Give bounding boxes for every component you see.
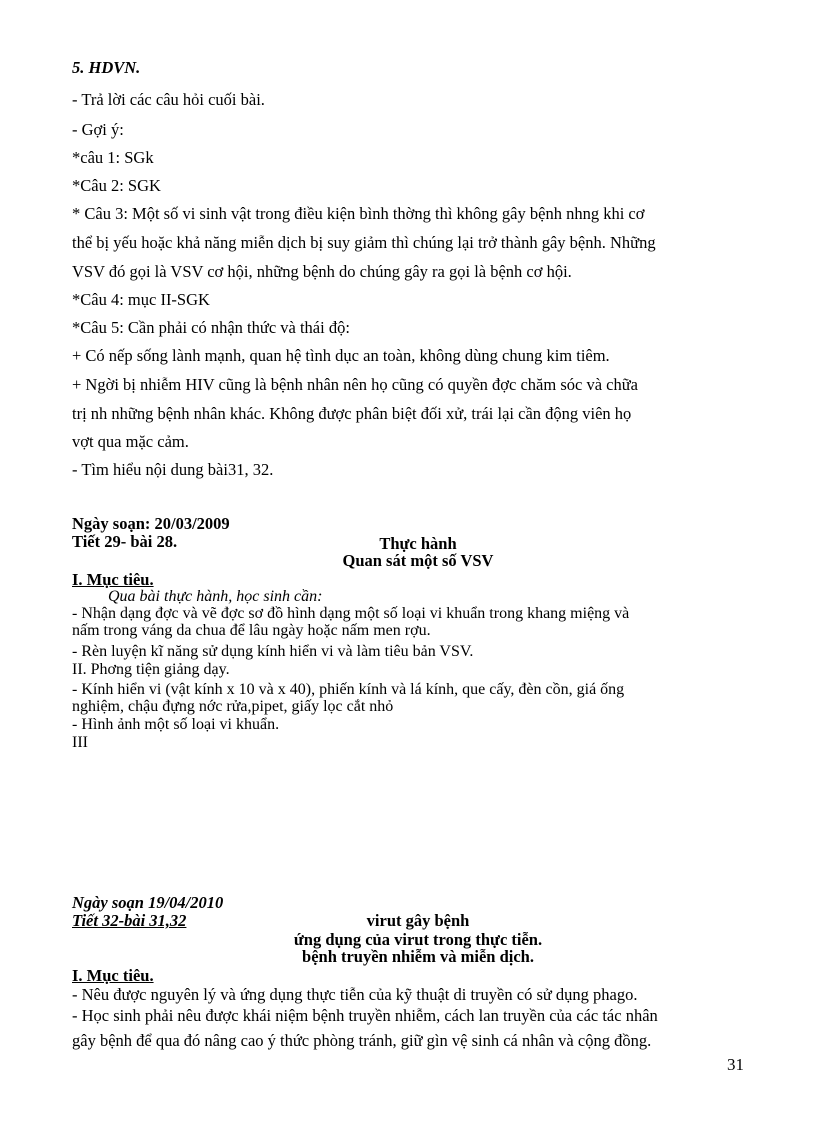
- lesson-subtitle: bệnh truyền nhiễm và miễn dịch.: [302, 947, 534, 966]
- text-line: II. Phơng tiện giảng dạy.: [72, 661, 230, 678]
- text-line: vợt qua mặc cảm.: [72, 432, 189, 451]
- lesson-title: virut gây bệnh: [366, 911, 470, 930]
- section-heading-hdvn: 5. HDVN.: [72, 58, 141, 77]
- lesson-number: Tiết 29- bài 28.: [72, 532, 178, 551]
- text-line: nấm trong váng da chua để lâu ngày hoặc nấm men rợu.: [72, 622, 431, 639]
- text-line: - Rèn luyện kĩ năng sử dụng kính hiển vi và làm tiêu bản VSV.: [72, 643, 474, 660]
- text-line: - Tìm hiểu nội dung bài31, 32.: [72, 460, 274, 479]
- lesson-subtitle: ứng dụng của virut trong thực tiễn.: [293, 930, 543, 949]
- objective-heading: I. Mục tiêu.: [72, 966, 154, 985]
- text-line: - Hình ảnh một số loại vi khuẩn.: [72, 716, 280, 733]
- text-line: gây bệnh để qua đó nâng cao ý thức phòng tránh, giữ gìn vệ sinh cá nhân và cộng đồng.: [72, 1031, 652, 1050]
- text-line: - Gợi ý:: [72, 120, 124, 139]
- text-line: nghiệm, chậu đựng nớc rửa,pipet, giấy lọc cắt nhỏ: [72, 698, 394, 715]
- text-line: + Có nếp sống lành mạnh, quan hệ tình dục an toàn, không dùng chung kim tiêm.: [72, 346, 610, 365]
- text-line: thể bị yếu hoặc khả năng miễn dịch bị suy giảm thì chúng lại trở thành gây bệnh. Những: [72, 233, 656, 252]
- text-line: *Câu 4: mục II-SGK: [72, 290, 210, 309]
- text-line: + Ngời bị nhiễm HIV cũng là bệnh nhân nên họ cũng có quyền đợc chăm sóc và chữa: [72, 375, 638, 394]
- text-line: *Câu 5: Cần phải có nhận thức và thái độ:: [72, 318, 350, 337]
- page-number: 31: [727, 1055, 744, 1074]
- objective-heading: I. Mục tiêu.: [72, 570, 154, 589]
- intro-text: Qua bài thực hành, học sinh cần:: [108, 588, 323, 605]
- text-line: - Kính hiển vi (vật kính x 10 và x 40), phiến kính và lá kính, que cấy, đèn cồn, giá ống: [72, 681, 625, 698]
- text-line: VSV đó gọi là VSV cơ hội, những bệnh do chúng gây ra gọi là bệnh cơ hội.: [72, 262, 572, 281]
- text-line: *Câu 2: SGK: [72, 176, 161, 195]
- text-line: *câu 1: SGk: [72, 148, 154, 167]
- text-line: - Nêu được nguyên lý và ứng dụng thực tiễn của kỹ thuật di truyền có sử dụng phago.: [72, 985, 638, 1004]
- lesson-date: Ngày soạn: 20/03/2009: [72, 514, 230, 533]
- lesson-subtitle: Quan sát một số VSV: [342, 551, 494, 570]
- lesson-title: Thực hành: [379, 534, 457, 553]
- text-line: - Học sinh phải nêu được khái niệm bệnh truyền nhiễm, cách lan truyền của các tác nhân: [72, 1006, 658, 1025]
- text-line: - Nhận dạng đợc và vẽ đợc sơ đồ hình dạng một số loại vi khuẩn trong khang miệng và: [72, 605, 630, 622]
- lesson-number: Tiết 32-bài 31,32: [72, 911, 187, 930]
- text-line: III: [72, 734, 88, 751]
- text-line: * Câu 3: Một số vi sinh vật trong điều kiện bình thờng thì không gây bệnh nhng khi cơ: [72, 204, 645, 223]
- text-line: trị nh những bệnh nhân khác. Không được phân biệt đối xử, trái lại cần động viên họ: [72, 404, 632, 423]
- text-line: - Trả lời các câu hỏi cuối bài.: [72, 90, 265, 109]
- lesson-date: Ngày soạn 19/04/2010: [72, 893, 224, 912]
